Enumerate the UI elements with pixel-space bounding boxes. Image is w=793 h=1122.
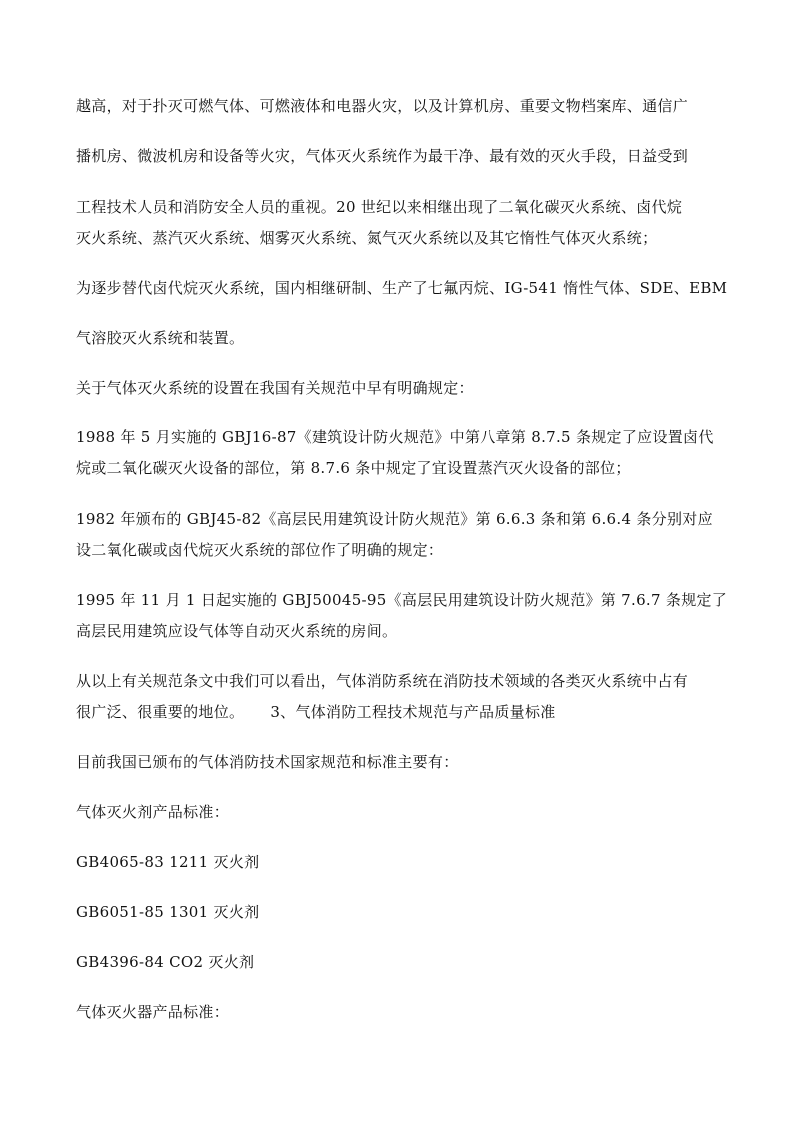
paragraph-line: 工程技术人员和消防安全人员的重视。20 世纪以来相继出现了二氧化碳灭火系统、卤代烷 <box>76 198 683 216</box>
paragraph-line: 1982 年颁布的 GBJ45-82《高层民用建筑设计防火规范》第 6.6.3 条和第 6.6.4 条分别对应 <box>76 510 713 528</box>
paragraph-line: 为逐步替代卤代烷灭火系统，国内相继研制、生产了七氟丙烷、IG-541 惰性气体、SDE、EBM <box>76 279 728 297</box>
paragraph-line: 气体灭火器产品标准： <box>76 1003 230 1021</box>
paragraph-text: 很广泛、很重要的地位。 <box>76 703 245 721</box>
paragraph-line: 播机房、微波机房和设备等火灾，气体灭火系统作为最干净、最有效的灭火手段，日益受到 <box>76 147 689 165</box>
standard-item: GB4396-84 CO2 灭火剂 <box>76 953 255 971</box>
paragraph-line: 灭火系统、蒸汽灭火系统、烟雾灭火系统、氮气灭火系统以及其它惰性气体灭火系统； <box>76 229 658 247</box>
paragraph-line: 关于气体灭火系统的设置在我国有关规范中早有明确规定： <box>76 379 474 397</box>
standard-item: GB4065-83 1211 灭火剂 <box>76 853 260 871</box>
paragraph-line: 目前我国已颁布的气体消防技术国家规范和标准主要有： <box>76 753 459 771</box>
paragraph-line: 烷或二氧化碳灭火设备的部位，第 8.7.6 条中规定了宜设置蒸汽灭火设备的部位； <box>76 459 631 477</box>
paragraph-line: 气溶胶灭火系统和装置。 <box>76 329 245 347</box>
paragraph-line: 1995 年 11 月 1 日起实施的 GBJ50045-95《高层民用建筑设计防火规范》第 7.6.7 条规定了 <box>76 591 728 609</box>
section-heading: 3、气体消防工程技术规范与产品质量标准 <box>270 703 556 721</box>
paragraph-line: 1988 年 5 月实施的 GBJ16-87《建筑设计防火规范》中第八章第 8.7.5 条规定了应设置卤代 <box>76 428 714 446</box>
paragraph-line: 气体灭火剂产品标准： <box>76 803 230 821</box>
paragraph-line: 设二氧化碳或卤代烷灭火系统的部位作了明确的规定： <box>76 541 444 559</box>
paragraph-line: 高层民用建筑应设气体等自动灭火系统的房间。 <box>76 622 398 640</box>
paragraph-line <box>76 702 556 722</box>
paragraph-line: 从以上有关规范条文中我们可以看出，气体消防系统在消防技术领域的各类灭火系统中占有 <box>76 672 689 690</box>
standard-item: GB6051-85 1301 灭火剂 <box>76 903 260 921</box>
paragraph-line: 越高，对于扑灭可燃气体、可燃液体和电器火灾，以及计算机房、重要文物档案库、通信广 <box>76 97 689 115</box>
